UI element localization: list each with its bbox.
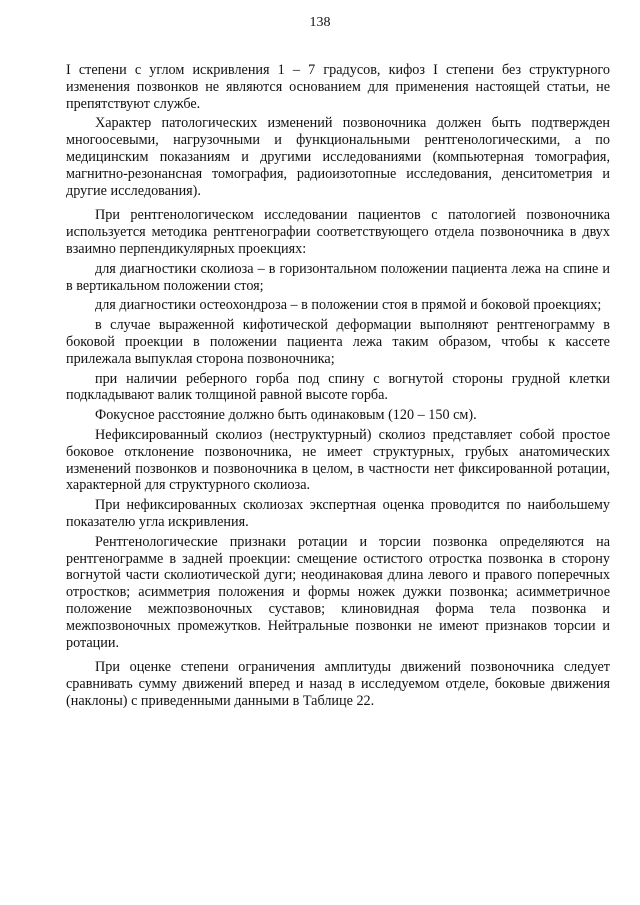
paragraph: для диагностики остеохондроза – в положении стоя в прямой и боковой проекциях; <box>95 297 602 314</box>
document-body <box>66 62 610 713</box>
paragraph: Характер патологических изменений позвоночника должен быть подтвержден многоосевыми, нагрузочными и функциональными рентгенологическими, а по медицинским показаниям и другими исследованиями (компьютерная томография, магнитно-резонансная томография, радиоизотопные исследования, денситометрия и другие исследования). <box>66 115 610 199</box>
paragraph: Рентгенологические признаки ротации и торсии позвонка определяются на рентгенограмме в задней проекции: смещение остистого отростка позвонка в сторону вогнутой части сколиотической дуги; неодинаковая длина левого и правого поперечных отростков; асимметрия положения и формы ножек дужки позвонка; асимметричное положение межпозвоночных суставов; клиновидная форма тела позвонка и межпозвоночных промежутков. Нейтральные позвонки не имеют признаков торсии и ротации. <box>66 533 610 651</box>
paragraph: при наличии реберного горба под спину с вогнутой стороны грудной клетки подкладывают валик толщиной равной высоте горба. <box>66 370 610 404</box>
paragraph: Фокусное расстояние должно быть одинаковым (120 – 150 см). <box>95 407 477 424</box>
paragraph: При рентгенологическом исследовании пациентов с патологией позвоночника используется методика рентгенографии соответствующего отдела позвоночника в двух взаимно перпендикулярных проекциях: <box>66 207 610 257</box>
paragraph: в случае выраженной кифотической деформации выполняют рентгенограмму в боковой проекции в положении пациента лежа таким образом, чтобы к кассете прилежала выпуклая сторона позвоночника; <box>66 317 610 367</box>
page-number: 138 <box>309 15 331 30</box>
paragraph: При оценке степени ограничения амплитуды движений позвоночника следует сравнивать сумму движений вперед и назад в исследуемом отделе, боковые движения (наклоны) с приведенными данными в Таблице 22. <box>66 659 610 709</box>
paragraph: I степени с углом искривления 1 – 7 градусов, кифоз I степени без структурного изменения позвонков не являются основанием для применения настоящей статьи, не препятствуют службе. <box>66 62 610 112</box>
paragraph: При нефиксированных сколиозах экспертная оценка проводится по наибольшему показателю угла искривления. <box>66 497 610 530</box>
paragraph: для диагностики сколиоза – в горизонтальном положении пациента лежа на спине и в вертикальном положении стоя; <box>66 260 610 294</box>
paragraph: Нефиксированный сколиоз (неструктурный) сколиоз представляет собой простое боковое отклонение позвоночника, не имеет структурных, грубых анатомических изменений позвонков и позвоночника в целом, в частности нет фиксированной ротации, характерной для структурного сколиоза. <box>66 426 610 494</box>
